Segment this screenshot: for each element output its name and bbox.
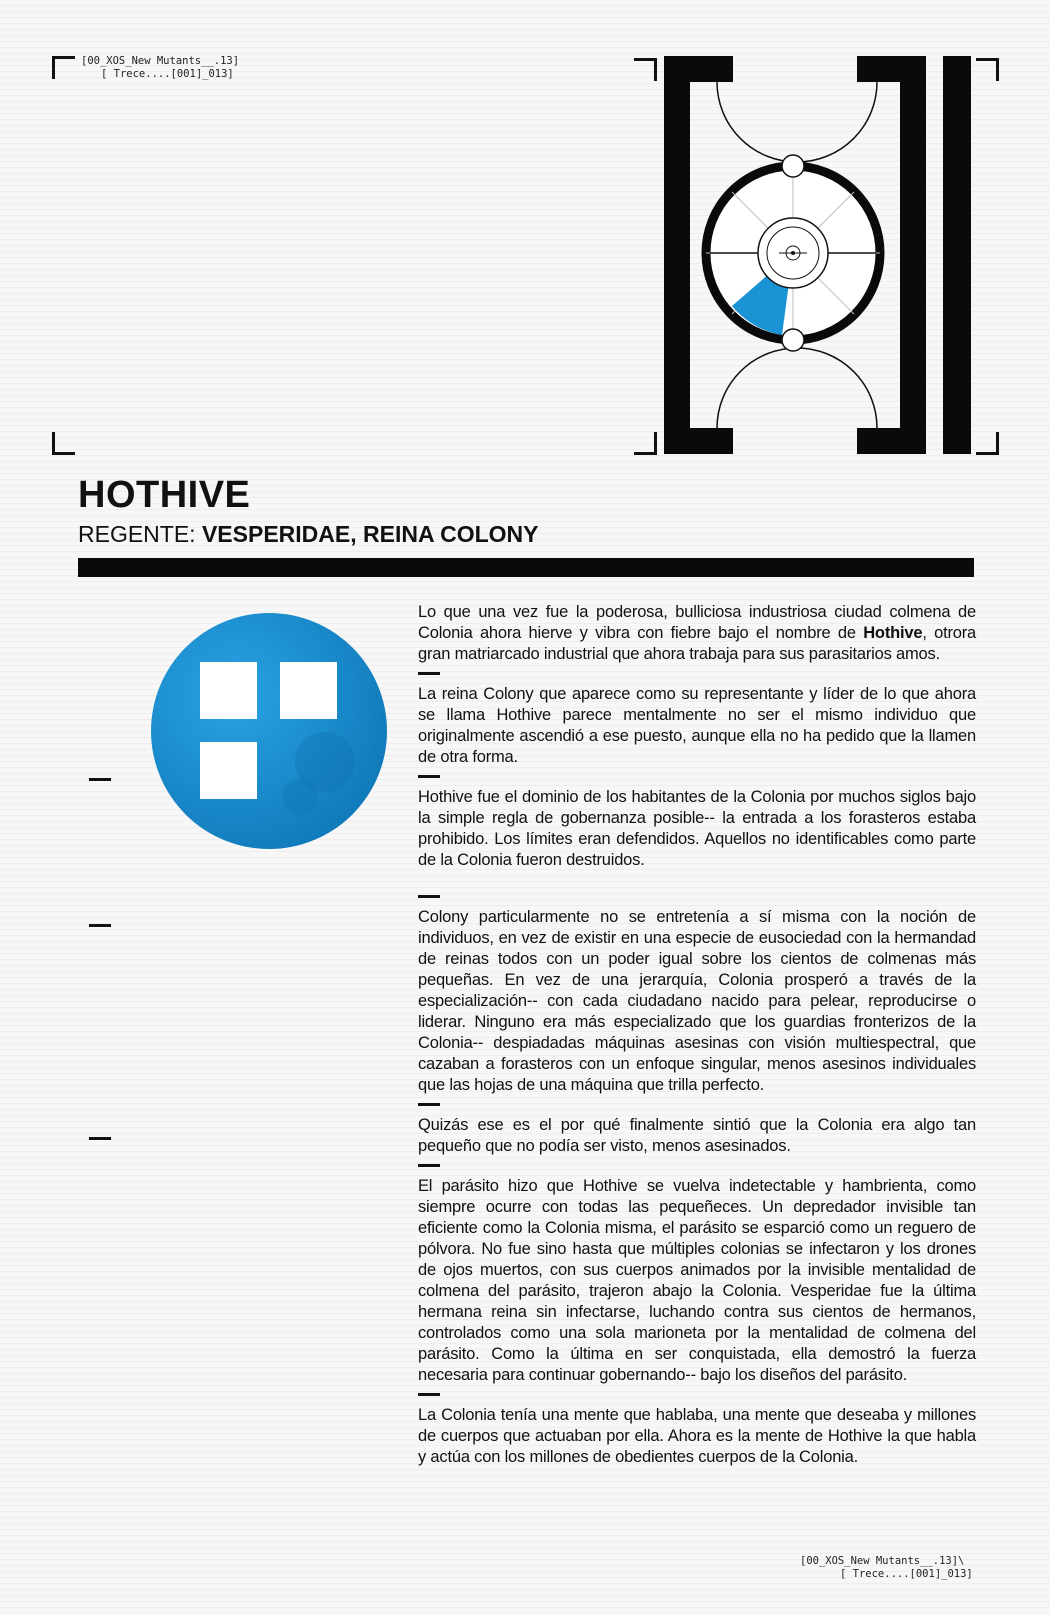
corner-bracket-hud-bottom-left [634,432,657,455]
paragraph-3: Hothive fue el dominio de los habitantes de la Colonia por muchos siglos bajo la simple regla de gobernanza posible-- la entrada a los forasteros estaba prohibido. Los límites eran defendidos. Aquellos no identificables como parte de la Colonia fueron destruidos. [418,788,976,869]
margin-dash [89,924,111,927]
title-rule [78,558,974,577]
subtitle-label: REGENTE: [78,521,196,547]
margin-dash [89,1137,111,1140]
paragraph-separator [418,1393,440,1396]
paragraph-separator [418,775,440,778]
paragraph-4: Colony particularmente no se entretenía a sí misma con la noción de individuos, en vez de existir en una especie de eusociedad con la hermandad de reinas todos con un poder igual sobre los cientos de colmenas más pequeñas. En vez de una jerarquía, Colonia prosperó a través de la especialización-- con cada ciudadano nacido para pelear, reproducirse o liderar. Ninguno era más especializado que los guardias fronterizos de la Colonia-- despiadadas máquinas asesinas con visión multiespectral, que cazaban a forasteros con un enfoque singular, menos asesinos individuales que las hojas de una máquina que trilla perfecto. [418,908,976,1094]
paragraph-separator [418,895,440,898]
paragraph-separator [418,672,440,675]
corner-bracket-bottom-left [52,432,75,455]
paragraph-2: La reina Colony que aparece como su representante y líder de lo que ahora se llama Hothive parece mentalmente no ser el mismo individuo que originalmente ascendió a ese puesto, aunque ella no ha pedido que la llamen de otra forma. [418,685,976,766]
paragraph-separator [418,1164,440,1167]
corner-bracket-top-left [52,56,75,79]
corner-bracket-hud-top-left [634,58,657,81]
paragraph-separator [418,1103,440,1106]
paragraph-7: La Colonia tenía una mente que hablaba, una mente que deseaba y millones de cuerpos que actuaban por ella. Ahora es la mente de Hothive la que habla y actúa con los millones de obedientes cuerpos de la Colonia. [418,1406,976,1466]
body-text [418,602,976,1468]
faction-emblem-icon [150,612,388,850]
bracket-reticle-icon [660,56,980,454]
paragraph-1-text: Lo que una vez fue la poderosa, bulliciosa industriosa ciudad colmena de Colonia ahora hierve y vibra con fiebre bajo el nombre de [418,603,976,642]
subtitle-value: VESPERIDAE, REINA COLONY [201,521,539,547]
paragraph-6: El parásito hizo que Hothive se vuelva indetectable y hambrienta, como siempre ocurre con todas las pequeñeces. Un depredador invisible tan eficiente como la Colonia misma, el parásito se esparció como un reguero de pólvora. No fue sino hasta que múltiples colonias se infectaron y los drones de ojos muertos, con sus cuerpos animados por la invisible mentalidad de colmena del parásito, trajeron abajo la Colonia. Vesperidae fue la última hermana reina sin infectarse, luchando contra sus cientos de hermanos, controlados como una sola marioneta por la mentalidad de colmena del parásito. Como la última en ser conquistada, ella demostró la fuerza necesaria para continuar gobernando-- bajo los diseños del parásito. [418,1177,976,1384]
paragraph-5: Quizás ese es el por qué finalmente sintió que la Colonia era algo tan pequeño que no podía ser visto, menos asesinados. [418,1116,976,1155]
page-code-footer: [ Trece....[001]_013] [840,1568,973,1580]
page-title: HOTHIVE [78,474,251,516]
margin-dash [89,778,111,781]
paragraph-1 [418,602,976,665]
paragraph-1-text-end: , otrora gran matriarcado industrial que ahora trabaja para sus parasitarios amos. [418,624,977,663]
page-subtitle [78,521,539,548]
paragraph-1-bold: Hothive [863,624,923,642]
page-code-header: [ Trece....[001]_013] [101,68,234,80]
file-code-header: [00_XOS_New Mutants__.13] [81,55,240,67]
file-code-footer: [00_XOS_New Mutants__.13]\ [800,1555,965,1567]
